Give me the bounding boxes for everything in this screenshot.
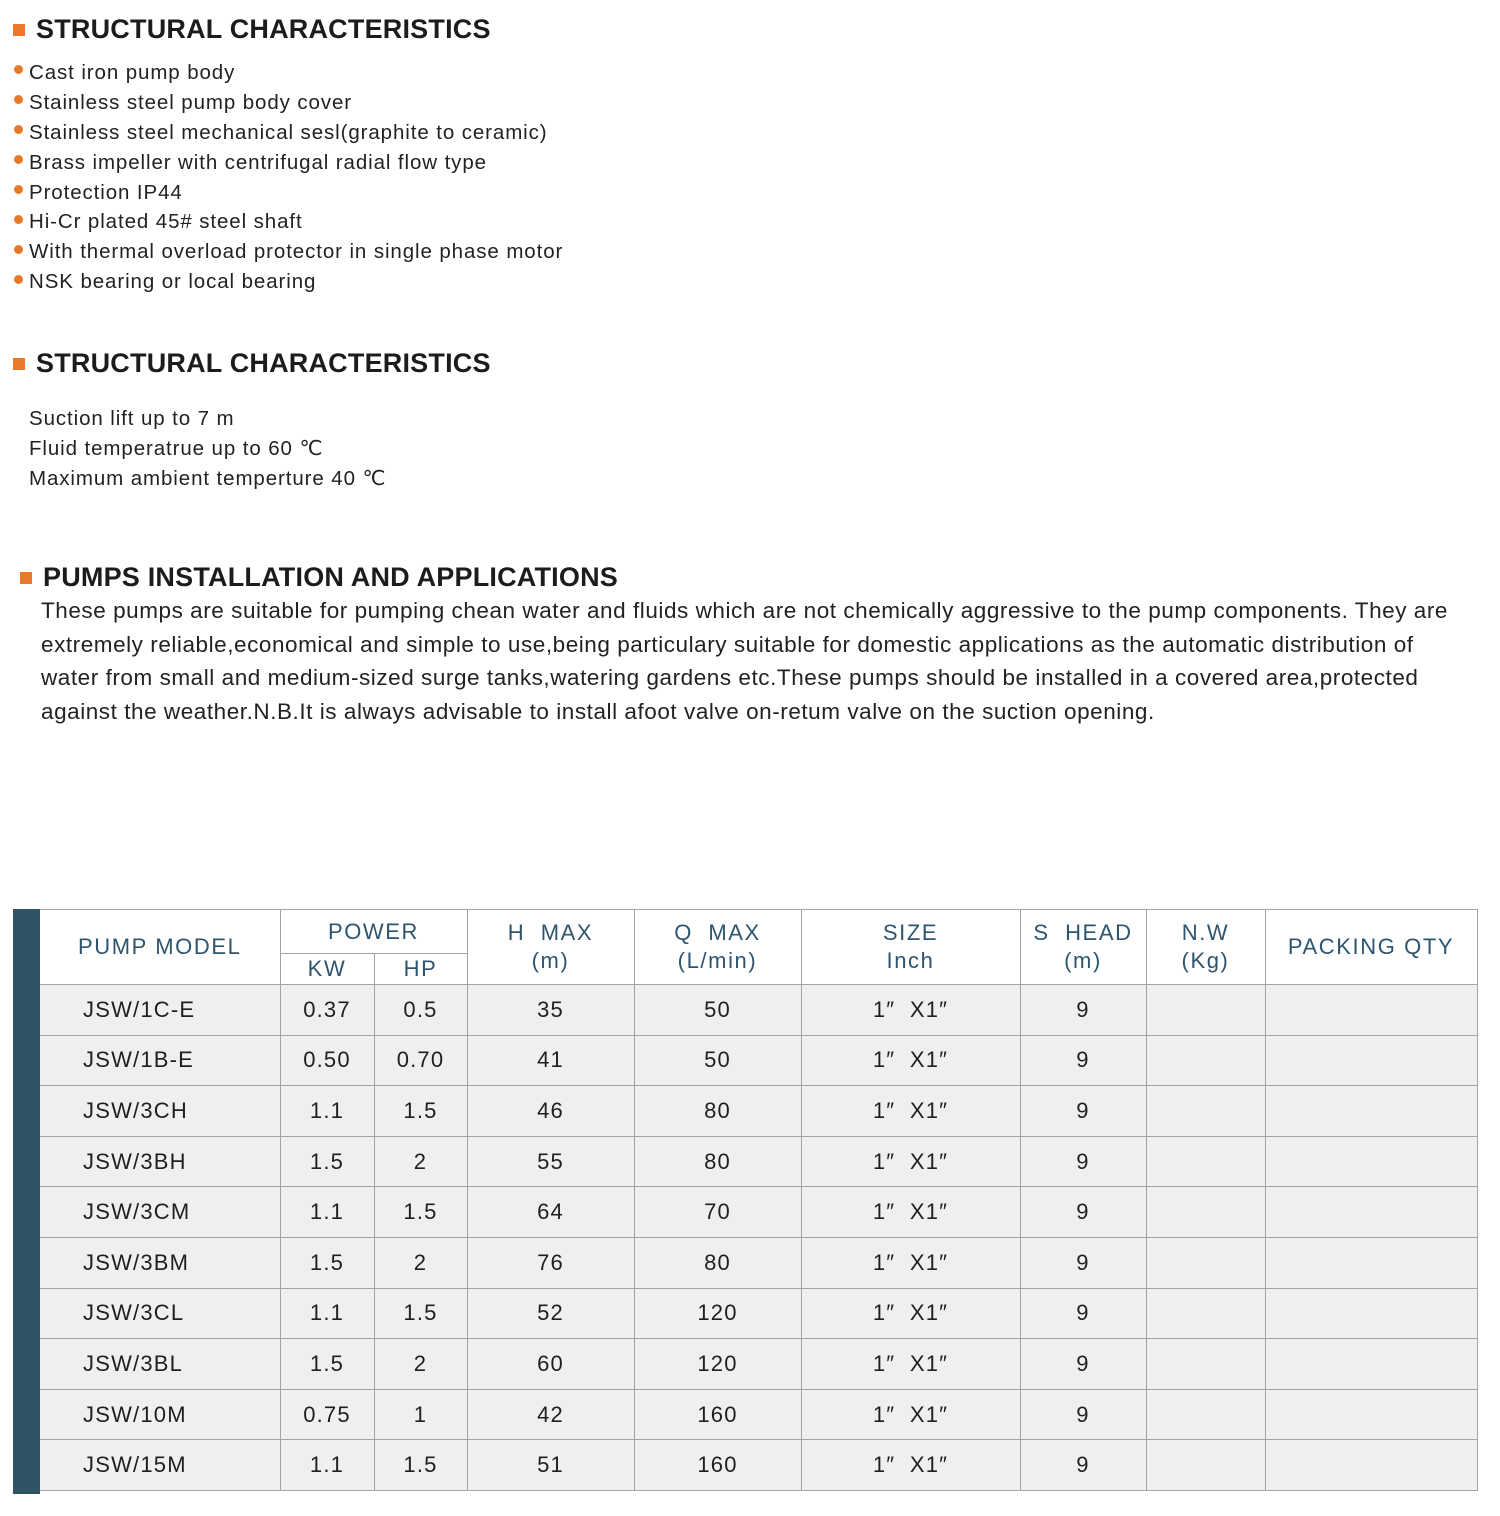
cell-kw: 1.1 bbox=[280, 1086, 374, 1137]
cell-kw: 1.5 bbox=[280, 1237, 374, 1288]
cell-hp: 0.70 bbox=[374, 1035, 467, 1086]
cell-size: 1″ X1″ bbox=[801, 1035, 1020, 1086]
cell-shead: 9 bbox=[1020, 1389, 1146, 1440]
dot-bullet-icon bbox=[14, 155, 23, 164]
pump-spec-table bbox=[13, 909, 1477, 1494]
table-row bbox=[40, 1086, 1477, 1137]
cell-packing bbox=[1265, 1440, 1477, 1491]
table-row bbox=[40, 1389, 1477, 1440]
feature-text: Stainless steel pump body cover bbox=[29, 90, 353, 114]
cell-hp: 1.5 bbox=[374, 1187, 467, 1238]
feature-item bbox=[14, 178, 563, 208]
feature-item bbox=[14, 58, 563, 88]
cell-shead: 9 bbox=[1020, 1136, 1146, 1187]
table-row bbox=[40, 1136, 1477, 1187]
cell-kw: 1.5 bbox=[280, 1339, 374, 1390]
cell-kw: 1.1 bbox=[280, 1440, 374, 1491]
header-qmax-label: Q MAX bbox=[674, 920, 761, 945]
cell-model: JSW/3BM bbox=[40, 1237, 280, 1288]
cell-hp: 0.5 bbox=[374, 985, 467, 1036]
cell-qmax: 80 bbox=[634, 1136, 801, 1187]
dot-bullet-icon bbox=[14, 95, 23, 104]
cell-kw: 1.1 bbox=[280, 1187, 374, 1238]
cell-size: 1″ X1″ bbox=[801, 1187, 1020, 1238]
cell-shead: 9 bbox=[1020, 1035, 1146, 1086]
header-size bbox=[801, 910, 1020, 985]
cell-kw: 0.50 bbox=[280, 1035, 374, 1086]
cell-nw bbox=[1146, 1187, 1265, 1238]
cell-size: 1″ X1″ bbox=[801, 1389, 1020, 1440]
cell-hmax: 52 bbox=[467, 1288, 634, 1339]
cell-model: JSW/3CH bbox=[40, 1086, 280, 1137]
header-power: POWER bbox=[280, 910, 467, 954]
feature-list bbox=[14, 58, 563, 297]
header-nw bbox=[1146, 910, 1265, 985]
feature-item bbox=[14, 118, 563, 148]
header-shead-label: S HEAD bbox=[1033, 920, 1133, 945]
cell-size: 1″ X1″ bbox=[801, 1237, 1020, 1288]
spec-table bbox=[40, 909, 1478, 1491]
cell-shead: 9 bbox=[1020, 1339, 1146, 1390]
table-row bbox=[40, 1288, 1477, 1339]
condition-item: Fluid temperatrue up to 60 ℃ bbox=[29, 437, 324, 460]
cell-nw bbox=[1146, 1389, 1265, 1440]
feature-text: With thermal overload protector in single phase motor bbox=[29, 240, 564, 264]
cell-nw bbox=[1146, 1035, 1265, 1086]
cell-size: 1″ X1″ bbox=[801, 1136, 1020, 1187]
cell-shead: 9 bbox=[1020, 1086, 1146, 1137]
cell-kw: 0.37 bbox=[280, 985, 374, 1036]
header-qmax bbox=[634, 910, 801, 985]
cell-packing bbox=[1265, 1339, 1477, 1390]
cell-hp: 1.5 bbox=[374, 1440, 467, 1491]
cell-qmax: 160 bbox=[634, 1389, 801, 1440]
header-size-unit: Inch bbox=[886, 948, 935, 973]
table-row bbox=[40, 1187, 1477, 1238]
cell-kw: 1.5 bbox=[280, 1136, 374, 1187]
section-title: STRUCTURAL CHARACTERISTICS bbox=[36, 348, 491, 378]
cell-hmax: 42 bbox=[467, 1389, 634, 1440]
cell-qmax: 120 bbox=[634, 1339, 801, 1390]
dot-bullet-icon bbox=[14, 275, 23, 284]
section-heading-structural-2 bbox=[13, 348, 491, 379]
header-size-label: SIZE bbox=[882, 920, 939, 945]
section-heading-structural-1 bbox=[13, 14, 491, 45]
cell-model: JSW/1B-E bbox=[40, 1035, 280, 1086]
table-row bbox=[40, 985, 1477, 1036]
cell-size: 1″ X1″ bbox=[801, 1288, 1020, 1339]
feature-item bbox=[14, 148, 563, 178]
dot-bullet-icon bbox=[14, 215, 23, 224]
cell-model: JSW/3BH bbox=[40, 1136, 280, 1187]
section-title: PUMPS INSTALLATION AND APPLICATIONS bbox=[43, 562, 618, 592]
feature-text: Stainless steel mechanical sesl(graphite to ceramic) bbox=[29, 120, 548, 144]
cell-qmax: 70 bbox=[634, 1187, 801, 1238]
header-shead-unit: (m) bbox=[1064, 948, 1102, 973]
cell-size: 1″ X1″ bbox=[801, 985, 1020, 1036]
cell-kw: 1.1 bbox=[280, 1288, 374, 1339]
feature-text: Cast iron pump body bbox=[29, 60, 236, 84]
cell-qmax: 50 bbox=[634, 1035, 801, 1086]
square-bullet-icon bbox=[13, 24, 25, 36]
cell-packing bbox=[1265, 1136, 1477, 1187]
header-hp: HP bbox=[374, 954, 467, 985]
condition-item: Maximum ambient temperture 40 ℃ bbox=[29, 467, 387, 490]
feature-item bbox=[14, 267, 563, 297]
cell-packing bbox=[1265, 1288, 1477, 1339]
table-side-bar bbox=[13, 909, 40, 1494]
header-kw: KW bbox=[280, 954, 374, 985]
feature-text: NSK bearing or local bearing bbox=[29, 270, 317, 294]
feature-item bbox=[14, 88, 563, 118]
table-row bbox=[40, 1237, 1477, 1288]
square-bullet-icon bbox=[20, 572, 32, 584]
cell-nw bbox=[1146, 1237, 1265, 1288]
operating-conditions-list bbox=[29, 404, 386, 494]
section-heading-installation bbox=[20, 562, 618, 593]
table-row bbox=[40, 1440, 1477, 1491]
cell-model: JSW/15M bbox=[40, 1440, 280, 1491]
cell-hp: 1.5 bbox=[374, 1086, 467, 1137]
dot-bullet-icon bbox=[14, 125, 23, 134]
section-title: STRUCTURAL CHARACTERISTICS bbox=[36, 14, 491, 44]
cell-model: JSW/10M bbox=[40, 1389, 280, 1440]
installation-paragraph: These pumps are suitable for pumping chean water and fluids which are not chemically aggressive to the pump components. They are extremely reliable,economical and simple to use,being particulary suitable for domestic applications as the automatic distribution of water from small and medium-sized surge tanks,watering gardens etc.These pumps should be installed in a covered area,protected against the weather.N.B.It is always advisable to install afoot valve on-retum valve on the suction opening. bbox=[41, 598, 1448, 725]
cell-nw bbox=[1146, 1339, 1265, 1390]
cell-hmax: 35 bbox=[467, 985, 634, 1036]
cell-size: 1″ X1″ bbox=[801, 1086, 1020, 1137]
cell-shead: 9 bbox=[1020, 985, 1146, 1036]
table-row bbox=[40, 1339, 1477, 1390]
condition-item: Suction lift up to 7 m bbox=[29, 407, 235, 430]
cell-hmax: 76 bbox=[467, 1237, 634, 1288]
cell-nw bbox=[1146, 1288, 1265, 1339]
header-hmax bbox=[467, 910, 634, 985]
cell-hmax: 55 bbox=[467, 1136, 634, 1187]
square-bullet-icon bbox=[13, 358, 25, 370]
cell-model: JSW/1C-E bbox=[40, 985, 280, 1036]
header-pump-model: PUMP MODEL bbox=[40, 910, 280, 985]
cell-packing bbox=[1265, 1035, 1477, 1086]
header-nw-label: N.W bbox=[1181, 920, 1230, 945]
cell-size: 1″ X1″ bbox=[801, 1440, 1020, 1491]
feature-item bbox=[14, 207, 563, 237]
cell-model: JSW/3CM bbox=[40, 1187, 280, 1238]
dot-bullet-icon bbox=[14, 185, 23, 194]
table-row bbox=[40, 1035, 1477, 1086]
feature-text: Brass impeller with centrifugal radial flow type bbox=[29, 150, 487, 174]
cell-qmax: 80 bbox=[634, 1086, 801, 1137]
cell-packing bbox=[1265, 1187, 1477, 1238]
header-nw-unit: (Kg) bbox=[1181, 948, 1230, 973]
cell-model: JSW/3BL bbox=[40, 1339, 280, 1390]
feature-item bbox=[14, 237, 563, 267]
feature-text: Hi-Cr plated 45# steel shaft bbox=[29, 210, 303, 234]
cell-qmax: 80 bbox=[634, 1237, 801, 1288]
cell-hp: 1.5 bbox=[374, 1288, 467, 1339]
cell-hp: 2 bbox=[374, 1136, 467, 1187]
cell-size: 1″ X1″ bbox=[801, 1339, 1020, 1390]
cell-hmax: 41 bbox=[467, 1035, 634, 1086]
cell-nw bbox=[1146, 1136, 1265, 1187]
cell-nw bbox=[1146, 1086, 1265, 1137]
cell-hmax: 51 bbox=[467, 1440, 634, 1491]
cell-packing bbox=[1265, 1086, 1477, 1137]
header-hmax-unit: (m) bbox=[531, 948, 570, 973]
cell-qmax: 120 bbox=[634, 1288, 801, 1339]
cell-model: JSW/3CL bbox=[40, 1288, 280, 1339]
cell-hmax: 60 bbox=[467, 1339, 634, 1390]
feature-text: Protection IP44 bbox=[29, 180, 183, 204]
cell-shead: 9 bbox=[1020, 1440, 1146, 1491]
dot-bullet-icon bbox=[14, 245, 23, 254]
cell-qmax: 50 bbox=[634, 985, 801, 1036]
cell-nw bbox=[1146, 985, 1265, 1036]
cell-packing bbox=[1265, 1389, 1477, 1440]
cell-hp: 1 bbox=[374, 1389, 467, 1440]
header-shead bbox=[1020, 910, 1146, 985]
cell-packing bbox=[1265, 1237, 1477, 1288]
dot-bullet-icon bbox=[14, 65, 23, 74]
cell-packing bbox=[1265, 985, 1477, 1036]
table-body bbox=[40, 985, 1477, 1491]
header-packing-qty: PACKING QTY bbox=[1265, 910, 1477, 985]
cell-kw: 0.75 bbox=[280, 1389, 374, 1440]
header-qmax-unit: (L/min) bbox=[677, 948, 758, 973]
header-hmax-label: H MAX bbox=[507, 920, 594, 945]
cell-shead: 9 bbox=[1020, 1187, 1146, 1238]
cell-shead: 9 bbox=[1020, 1237, 1146, 1288]
cell-shead: 9 bbox=[1020, 1288, 1146, 1339]
cell-qmax: 160 bbox=[634, 1440, 801, 1491]
cell-nw bbox=[1146, 1440, 1265, 1491]
cell-hp: 2 bbox=[374, 1339, 467, 1390]
cell-hp: 2 bbox=[374, 1237, 467, 1288]
cell-hmax: 64 bbox=[467, 1187, 634, 1238]
cell-hmax: 46 bbox=[467, 1086, 634, 1137]
